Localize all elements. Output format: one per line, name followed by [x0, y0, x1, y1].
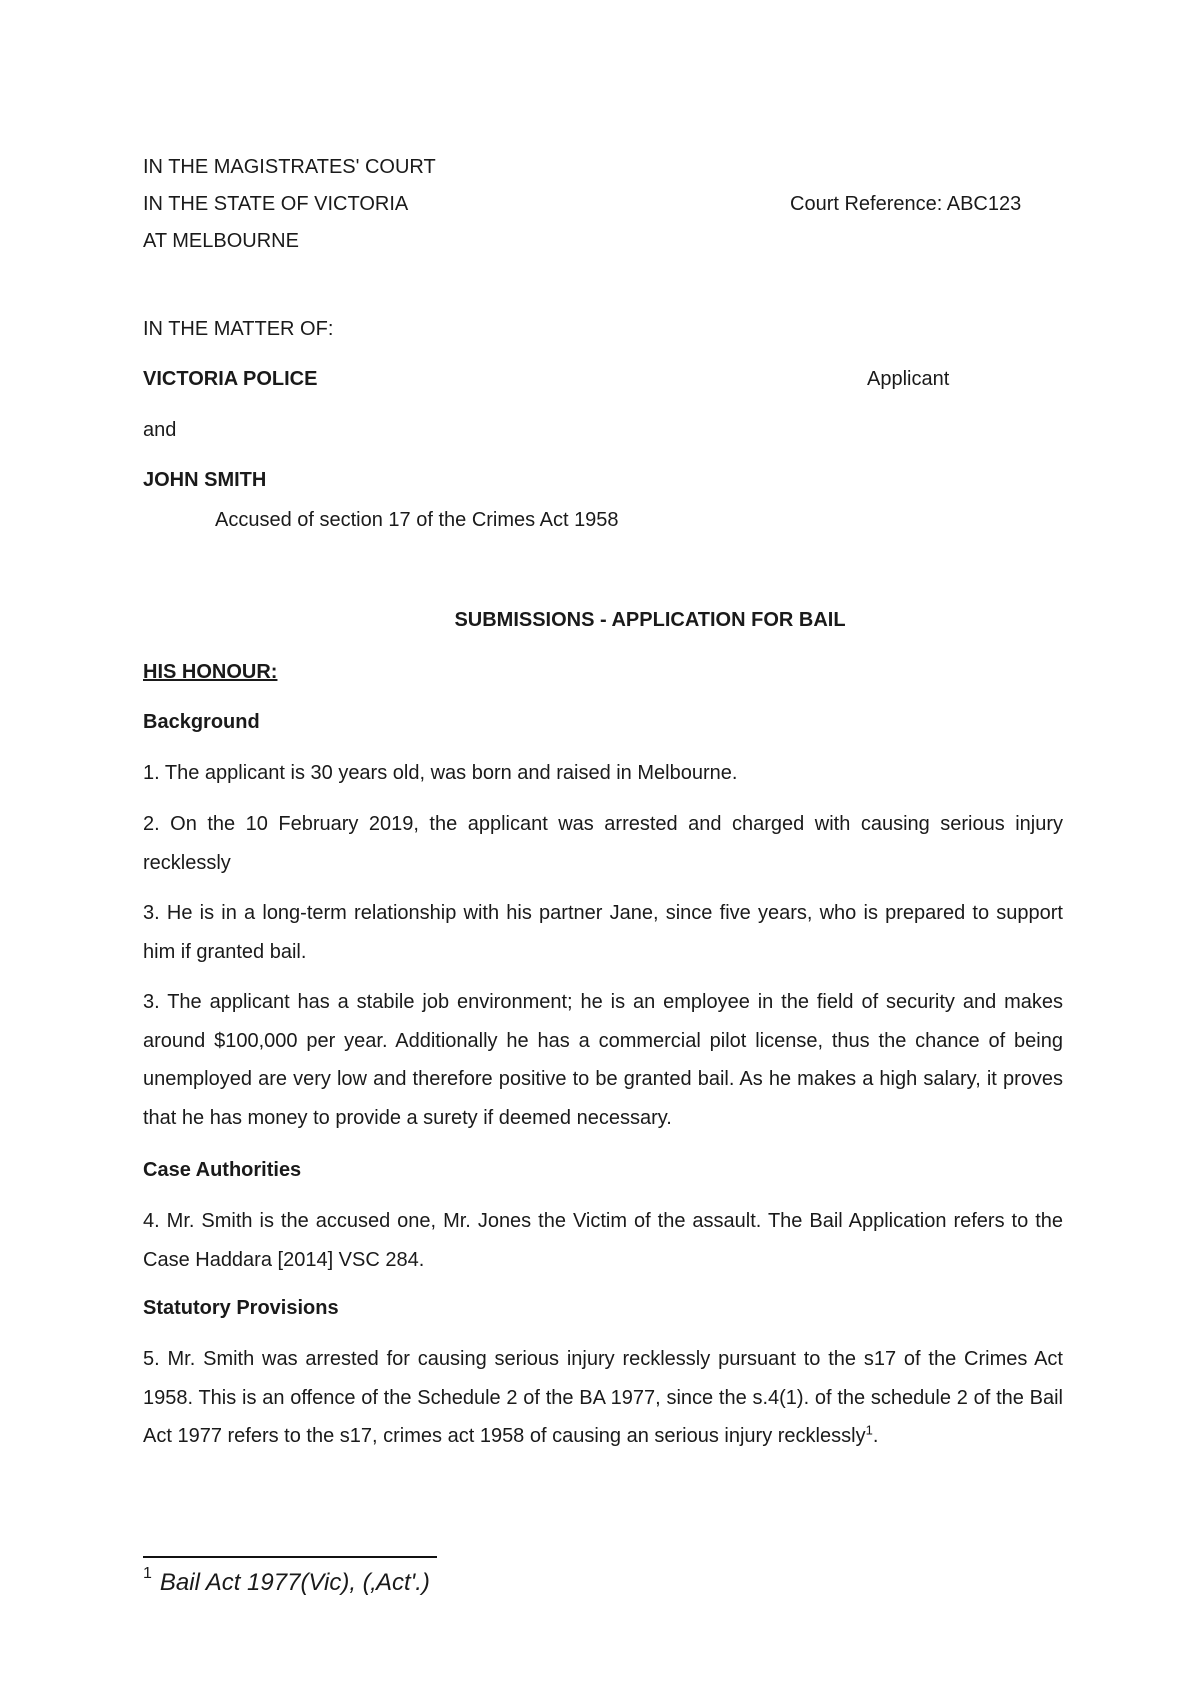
- paragraph-2: 2. On the 10 February 2019, the applicant was arrested and charged with causing serious injury recklessly: [143, 813, 1063, 874]
- footnote-text: Bail Act 1977(Vic), (‚Act'.): [159, 1569, 430, 1596]
- document-title: [0, 608, 1200, 632]
- paragraph-3b: 3. The applicant has a stabile job environment; he is an employee in the field of security and makes around $100,000 per year. Additionally he has a commercial pilot license, thus the chance of being unemployed are very low and therefore positive to be granted bail. As he makes a high salary, it proves that he has money to provide a surety if deemed necessary.: [143, 991, 1063, 1129]
- paragraph-5-text: 5. Mr. Smith was arrested for causing serious injury recklessly pursuant to the s17 of the Crimes Act 1958. This is an offence of the Schedule 2 of the BA 1977, since the s.4(1). of the schedule 2 of the Bail Act 1977 refers to the s17, crimes act 1958 of causing an serious injury recklessly: [143, 1348, 1063, 1447]
- footnote-reference: 1: [865, 1422, 873, 1438]
- court-name-line: IN THE MAGISTRATES' COURT: [143, 156, 436, 178]
- applicant-name: VICTORIA POLICE: [143, 368, 318, 390]
- footnote-number: 1: [143, 1565, 152, 1582]
- section-heading-statutory-provisions: Statutory Provisions: [143, 1297, 339, 1319]
- paragraph-4: 4. Mr. Smith is the accused one, Mr. Jones the Victim of the assault. The Bail Application refers to the Case Haddara [2014] VSC 284.: [143, 1210, 1063, 1271]
- matter-label: IN THE MATTER OF:: [143, 318, 334, 340]
- section-heading-case-authorities: Case Authorities: [143, 1159, 302, 1181]
- paragraph-1: 1. The applicant is 30 years old, was born and raised in Melbourne.: [143, 762, 738, 784]
- footnote: [143, 1562, 430, 1598]
- court-state-line: IN THE STATE OF VICTORIA: [143, 193, 409, 215]
- footnote-separator: [143, 1556, 437, 1558]
- section-heading-background: Background: [143, 711, 260, 733]
- accused-name: JOHN SMITH: [143, 469, 267, 491]
- applicant-role: Applicant: [867, 368, 950, 390]
- paragraph-5: [143, 1340, 1063, 1456]
- paragraph-5-end: .: [872, 1425, 879, 1447]
- salutation: HIS HONOUR:: [143, 661, 278, 683]
- parties-conjunction: and: [143, 419, 177, 441]
- court-location-line: AT MELBOURNE: [143, 230, 299, 252]
- paragraph-3: 3. He is in a long-term relationship with his partner Jane, since five years, who is prepared to support him if granted bail.: [143, 902, 1063, 963]
- document-title-text: SUBMISSIONS - APPLICATION FOR BAIL: [454, 609, 846, 631]
- court-reference: Court Reference: ABC123: [790, 193, 1022, 215]
- accused-description: Accused of section 17 of the Crimes Act 1958: [215, 509, 619, 531]
